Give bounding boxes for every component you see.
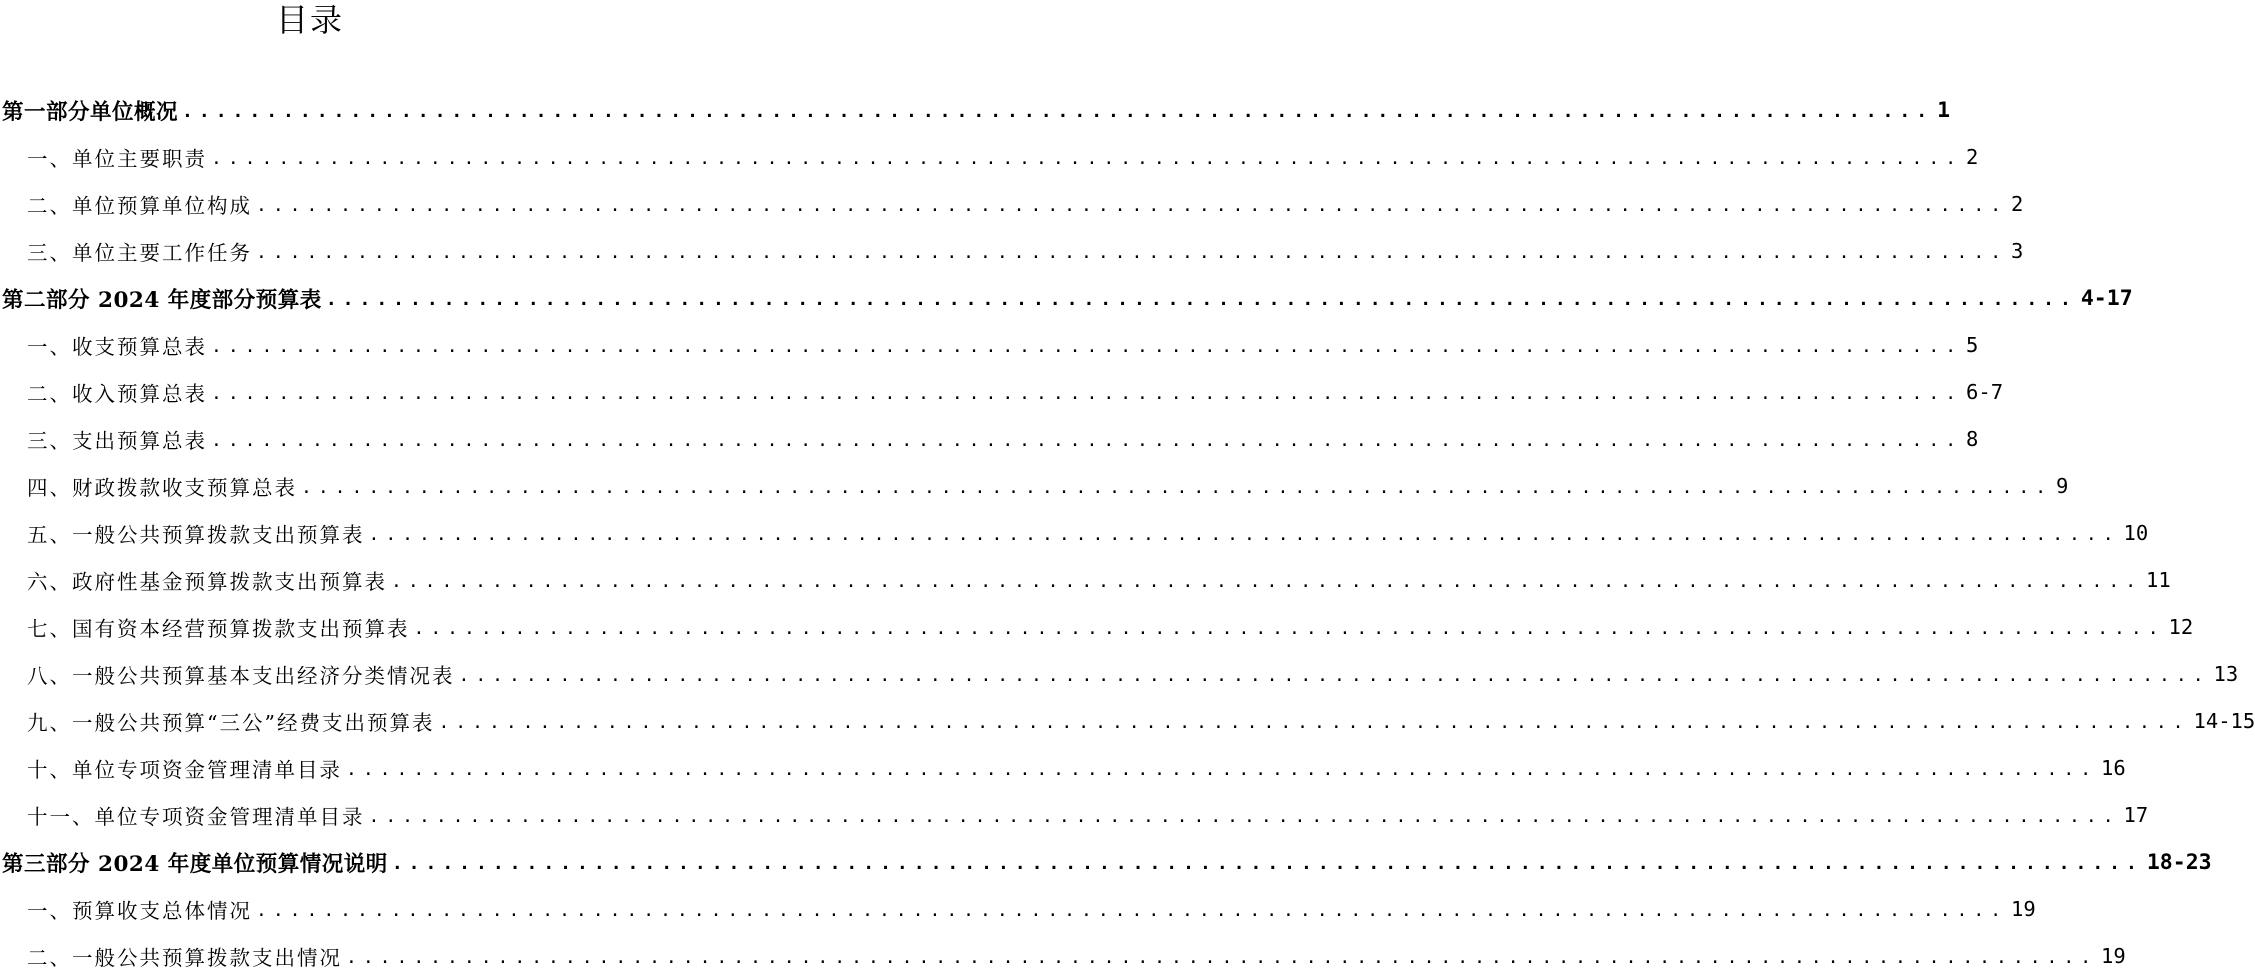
toc-entry-label: 十一、单位专项资金管理清单目录 — [27, 805, 365, 829]
toc-entry-label: 一、单位主要职责 — [27, 147, 207, 171]
toc-entry-label: 三、支出预算总表 — [27, 429, 207, 453]
toc-entry-label: 二、一般公共预算拨款支出情况 — [27, 946, 342, 970]
toc-entry[interactable] — [0, 325, 1979, 365]
dot-leader: ........................................................................................................ — [211, 383, 1963, 404]
dot-leader: ........................................................................................................ — [256, 195, 2008, 216]
dot-leader: ........................................................................................................ — [391, 853, 2143, 874]
dot-leader: ........................................................................................................ — [325, 289, 2077, 310]
dot-leader: ........................................................................................................ — [256, 900, 2008, 921]
toc-entry-label: 第一部分单位概况 — [2, 99, 179, 125]
toc-entry[interactable] — [0, 795, 2149, 835]
toc-entry[interactable] — [0, 466, 2069, 506]
page-title: 目录 — [275, 1, 344, 39]
toc-entry-page: 14-15 — [2193, 709, 2255, 733]
dot-leader: ........................................................................................................ — [413, 618, 2165, 639]
toc-entry-label: 五、一般公共预算拨款支出预算表 — [27, 523, 365, 547]
toc-entry-page: 19 — [2011, 897, 2036, 921]
toc-entry[interactable] — [0, 560, 2171, 600]
toc-entry[interactable] — [0, 701, 2255, 741]
toc-entry-page: 6-7 — [1966, 380, 2004, 404]
dot-leader: ........................................................................................................ — [301, 477, 2053, 498]
toc-entry-label: 一、预算收支总体情况 — [27, 899, 252, 923]
toc-entry-page: 17 — [2123, 803, 2149, 827]
dot-leader: ........................................................................................................ — [182, 101, 1934, 122]
toc-entry[interactable] — [0, 137, 1979, 177]
toc-entry-page: 19 — [2101, 944, 2126, 968]
toc-entry[interactable] — [0, 419, 1979, 459]
toc-entry-page: 2 — [2011, 192, 2024, 216]
dot-leader: ........................................................................................................ — [211, 148, 1963, 169]
toc-entry[interactable] — [0, 607, 2194, 647]
dot-leader: ........................................................................................................ — [368, 806, 2120, 827]
toc-entry-label: 四、财政拨款收支预算总表 — [27, 476, 297, 500]
toc-entry-page: 10 — [2123, 521, 2149, 545]
dot-leader: ........................................................................................................ — [256, 242, 2008, 263]
dot-leader: ........................................................................................................ — [211, 430, 1963, 451]
toc-entry-page: 4-17 — [2080, 285, 2133, 311]
toc-entry[interactable] — [0, 90, 1951, 130]
toc-entry[interactable] — [0, 936, 2126, 976]
toc-entry[interactable] — [0, 372, 2004, 412]
dot-leader: ........................................................................................................ — [458, 665, 2210, 686]
toc-entry[interactable] — [0, 278, 2133, 318]
toc-entry[interactable] — [0, 184, 2024, 224]
toc-entry[interactable] — [0, 513, 2149, 553]
toc-entry-page: 16 — [2101, 756, 2126, 780]
toc-entry-page: 12 — [2168, 615, 2194, 639]
toc-entry-label: 七、国有资本经营预算拨款支出预算表 — [27, 617, 410, 641]
toc-entry[interactable] — [0, 654, 2239, 694]
toc-entry-page: 8 — [1966, 427, 1979, 451]
toc-entry[interactable] — [0, 231, 2024, 271]
toc-entry-label: 第三部分 2024 年度单位预算情况说明 — [2, 851, 388, 877]
toc-entry[interactable] — [0, 842, 2212, 882]
toc-entry-label: 第二部分 2024 年度部分预算表 — [2, 287, 322, 313]
toc-entry[interactable] — [0, 748, 2126, 788]
toc-entry-label: 三、单位主要工作任务 — [27, 241, 252, 265]
toc-entry-page: 1 — [1937, 97, 1951, 123]
toc-entry-label: 九、一般公共预算“三公”经费支出预算表 — [27, 711, 435, 735]
dot-leader: ........................................................................................................ — [211, 336, 1963, 357]
toc-entry-page: 2 — [1966, 145, 1979, 169]
toc-entry-label: 二、单位预算单位构成 — [27, 194, 252, 218]
toc-entry-page: 18-23 — [2146, 849, 2212, 875]
dot-leader: ........................................................................................................ — [438, 712, 2190, 733]
toc-entry-page: 3 — [2011, 239, 2024, 263]
toc-entry-label: 六、政府性基金预算拨款支出预算表 — [27, 570, 387, 594]
toc-entry-page: 13 — [2213, 662, 2239, 686]
toc-entry-label: 八、一般公共预算基本支出经济分类情况表 — [27, 664, 455, 688]
toc-entry-page: 5 — [1966, 333, 1979, 357]
toc-entry-label: 十、单位专项资金管理清单目录 — [27, 758, 342, 782]
dot-leader: ........................................................................................................ — [346, 759, 2098, 780]
toc-entry-page: 9 — [2056, 474, 2069, 498]
toc-entry[interactable] — [0, 889, 2036, 929]
dot-leader: ........................................................................................................ — [368, 524, 2120, 545]
toc-entry-label: 二、收入预算总表 — [27, 382, 207, 406]
toc-entry-page: 11 — [2146, 568, 2171, 592]
toc-entry-label: 一、收支预算总表 — [27, 335, 207, 359]
dot-leader: ........................................................................................................ — [346, 947, 2098, 968]
dot-leader: ........................................................................................................ — [391, 571, 2143, 592]
